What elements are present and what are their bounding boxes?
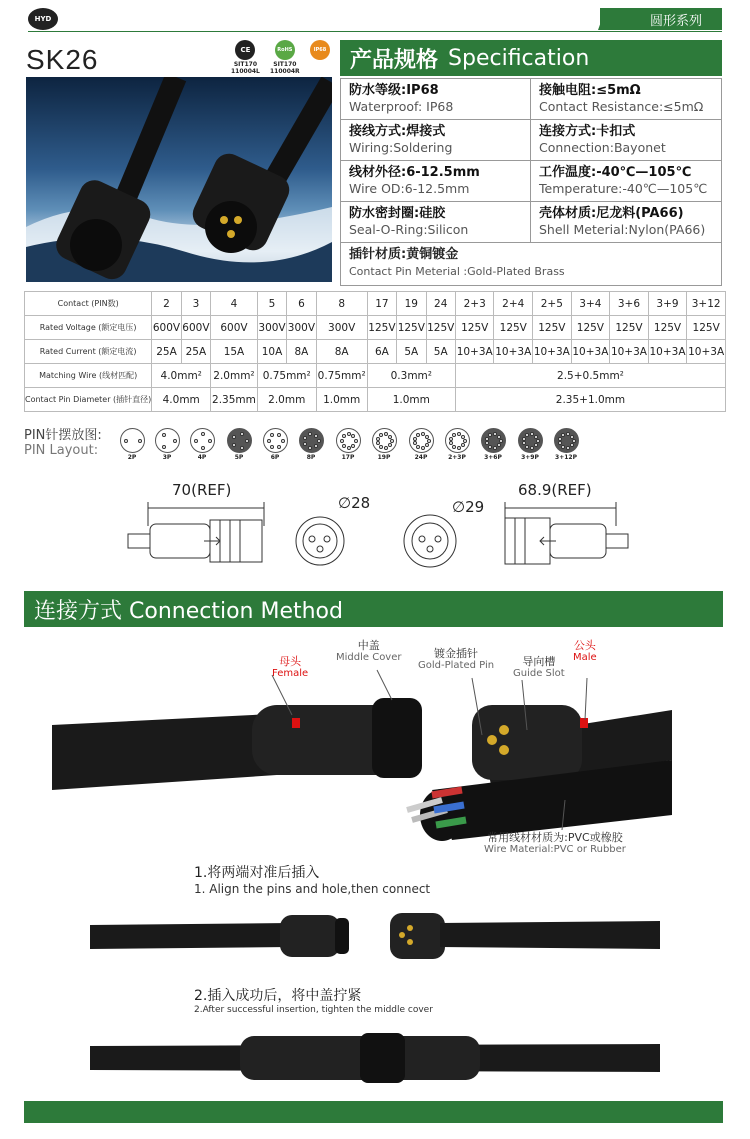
table-cell: 3+4	[571, 292, 610, 316]
spec-cell: 壳体材质:尼龙料(PA66) Shell Meterial:Nylon(PA66)	[539, 206, 706, 237]
table-cell: 300V	[257, 316, 286, 340]
spec-cell: 防水密封圈:硅胶 Seal-O-Ring:Silicon	[341, 202, 531, 242]
brand-logo: HYD	[28, 8, 58, 30]
pin-layout-label-item: 3+12P	[555, 454, 577, 461]
row-header: Matching Wire (线材匹配)	[25, 364, 152, 388]
table-cell: 2.0mm²	[211, 364, 258, 388]
table-cell: 25A	[152, 340, 181, 364]
table-cell: 10+3A	[455, 340, 494, 364]
table-cell: 125V	[533, 316, 572, 340]
ce-icon: CE	[235, 40, 255, 60]
spec-cell: 防水等级:IP68 Waterproof: IP68	[341, 79, 531, 119]
pin-layout-label-item: 3P	[162, 454, 172, 461]
table-cell: 125V	[494, 316, 533, 340]
table-cell: 125V	[455, 316, 494, 340]
pin-layout-icon	[552, 428, 580, 461]
pin-layout-icon	[334, 428, 362, 461]
spec-row	[341, 161, 721, 202]
table-row	[25, 364, 726, 388]
table-cell: 0.75mm²	[257, 364, 316, 388]
table-cell: 5	[257, 292, 286, 316]
pin-layout-label-item: 19P	[377, 454, 391, 461]
rohs-cert: RoHS SIT170 110004R	[270, 40, 300, 75]
wire-material-label: 常用线材材质为:PVC或橡胶 Wire Material:PVC or Rubber	[484, 831, 626, 855]
spec-title: 产品规格 Specification	[340, 40, 722, 76]
table-cell: 10+3A	[648, 340, 687, 364]
table-cell: 125V	[426, 316, 455, 340]
right-diameter-dim: ∅29	[452, 498, 485, 516]
product-photo	[26, 77, 332, 282]
gold-pin-label: 镀金插针 Gold-Plated Pin	[418, 647, 495, 671]
pin-layout-icon	[370, 428, 398, 461]
table-cell: 17	[367, 292, 396, 316]
guide-slot-label: 导向槽 Guide Slot	[513, 655, 565, 679]
table-cell: 1.0mm	[367, 388, 455, 412]
pin-layout-label-item: 24P	[414, 454, 428, 461]
spec-row	[341, 202, 721, 243]
step-1-image	[90, 905, 660, 965]
spec-grid	[340, 78, 722, 286]
pin-layout-label-item: 3+6P	[484, 454, 502, 461]
pin-layout-icon	[225, 428, 253, 461]
table-cell: 10+3A	[494, 340, 533, 364]
table-cell: 5A	[426, 340, 455, 364]
table-cell: 2.35mm	[211, 388, 258, 412]
pin-layout-label-item: 2+3P	[448, 454, 466, 461]
dimension-drawing	[120, 498, 640, 578]
footer-banner	[24, 1101, 723, 1123]
table-cell: 125V	[648, 316, 687, 340]
pin-layout-icon	[188, 428, 216, 461]
female-label: 母头 Female	[272, 655, 309, 679]
rohs-icon: RoHS	[275, 40, 295, 60]
spec-row	[341, 79, 721, 120]
table-cell: 2.0mm	[257, 388, 316, 412]
table-cell: 3+6	[610, 292, 649, 316]
ip68-icon: IP68	[310, 40, 330, 60]
table-cell: 10A	[257, 340, 286, 364]
series-tab: 圆形系列	[600, 8, 722, 30]
right-length-dim: 68.9(REF)	[518, 481, 592, 499]
table-cell: 2+4	[494, 292, 533, 316]
table-cell: 6	[287, 292, 316, 316]
pin-layout-label-item: 5P	[234, 454, 244, 461]
pin-layout-icon	[443, 428, 471, 461]
left-diameter-dim: ∅28	[338, 494, 371, 512]
table-cell: 10+3A	[610, 340, 649, 364]
pin-layout-icon	[479, 428, 507, 461]
row-header: Contact (PIN数)	[25, 292, 152, 316]
table-cell: 19	[397, 292, 426, 316]
table-row	[25, 388, 726, 412]
spec-row	[341, 120, 721, 161]
row-header: Rated Current (额定电流)	[25, 340, 152, 364]
pin-layout-label-item: 2P	[127, 454, 137, 461]
table-cell: 2.35+1.0mm	[455, 388, 725, 412]
pin-layout-icon	[407, 428, 435, 461]
table-cell: 600V	[152, 316, 181, 340]
ip68-cert	[310, 40, 330, 61]
step-2: 2.插入成功后，将中盖拧紧 2.After successful insertion, tighten the middle cover	[194, 988, 433, 1015]
table-cell: 3+9	[648, 292, 687, 316]
pin-layout-icon	[516, 428, 544, 461]
row-header: Contact Pin Diameter (插针直径)	[25, 388, 152, 412]
middle-cover-label: 中盖 Middle Cover	[336, 639, 402, 663]
table-cell: 300V	[316, 316, 367, 340]
spec-full-row: 插针材质:黄铜镀金 Contact Pin Meterial :Gold-Plated Brass	[349, 247, 565, 278]
table-cell: 10+3A	[687, 340, 726, 364]
spec-cell: 接线方式:焊接式 Wiring:Soldering	[341, 120, 531, 160]
table-cell: 8A	[316, 340, 367, 364]
table-cell: 4	[211, 292, 258, 316]
pin-layout-icon	[153, 428, 181, 461]
spec-cell: 工作温度:-40℃—105℃ Temperature:-40℃—105℃	[539, 165, 708, 196]
table-cell: 2+3	[455, 292, 494, 316]
table-cell: 10+3A	[571, 340, 610, 364]
header-divider	[28, 31, 722, 32]
pin-layout-label-item: 17P	[341, 454, 355, 461]
pin-layout-label: PIN针摆放图: PIN Layout:	[24, 428, 102, 458]
table-cell: 300V	[287, 316, 316, 340]
left-length-dim: 70(REF)	[172, 481, 232, 499]
step-1: 1.将两端对准后插入 1. Align the pins and hole,then connect	[194, 865, 431, 896]
table-cell: 4.0mm²	[152, 364, 211, 388]
pin-layout-label-item: 4P	[197, 454, 207, 461]
table-cell: 0.3mm²	[367, 364, 455, 388]
pin-layout-label-item: 6P	[270, 454, 280, 461]
table-cell: 24	[426, 292, 455, 316]
connection-banner: 连接方式 Connection Method	[24, 591, 723, 627]
table-cell: 8A	[287, 340, 316, 364]
pin-layout-label-item: 8P	[306, 454, 316, 461]
table-cell: 15A	[211, 340, 258, 364]
table-cell: 6A	[367, 340, 396, 364]
table-cell: 2+5	[533, 292, 572, 316]
table-cell: 0.75mm²	[316, 364, 367, 388]
table-row	[25, 292, 726, 316]
pin-layout-icon	[297, 428, 325, 461]
table-cell: 2	[152, 292, 181, 316]
male-label: 公头 Male	[573, 639, 597, 663]
table-row	[25, 316, 726, 340]
table-cell: 3+12	[687, 292, 726, 316]
table-cell: 3	[181, 292, 210, 316]
table-row	[25, 340, 726, 364]
spec-cell: 连接方式:卡扣式 Connection:Bayonet	[539, 124, 666, 155]
table-cell: 25A	[181, 340, 210, 364]
table-cell: 8	[316, 292, 367, 316]
pin-spec-table	[24, 291, 726, 412]
spec-cell: 线材外径:6-12.5mm Wire OD:6-12.5mm	[341, 161, 531, 201]
table-cell: 2.5+0.5mm²	[455, 364, 725, 388]
table-cell: 600V	[211, 316, 258, 340]
table-cell: 1.0mm	[316, 388, 367, 412]
row-header: Rated Voltage (额定电压)	[25, 316, 152, 340]
pin-layout-label-item: 3+9P	[521, 454, 539, 461]
table-cell: 125V	[367, 316, 396, 340]
pin-layout-icon	[118, 428, 146, 461]
table-cell: 4.0mm	[152, 388, 211, 412]
model-title: SK26	[26, 44, 99, 75]
connection-photo	[52, 660, 672, 850]
table-cell: 10+3A	[533, 340, 572, 364]
table-cell: 125V	[610, 316, 649, 340]
table-cell: 125V	[687, 316, 726, 340]
spec-cell: 接触电阻:≤5mΩ Contact Resistance:≤5mΩ	[539, 83, 704, 114]
ce-cert: CE SIT170 110004L	[231, 40, 260, 75]
pin-layout-icon	[261, 428, 289, 461]
table-cell: 125V	[397, 316, 426, 340]
table-cell: 600V	[181, 316, 210, 340]
step-2-image	[90, 1030, 660, 1085]
table-cell: 5A	[397, 340, 426, 364]
table-cell: 125V	[571, 316, 610, 340]
